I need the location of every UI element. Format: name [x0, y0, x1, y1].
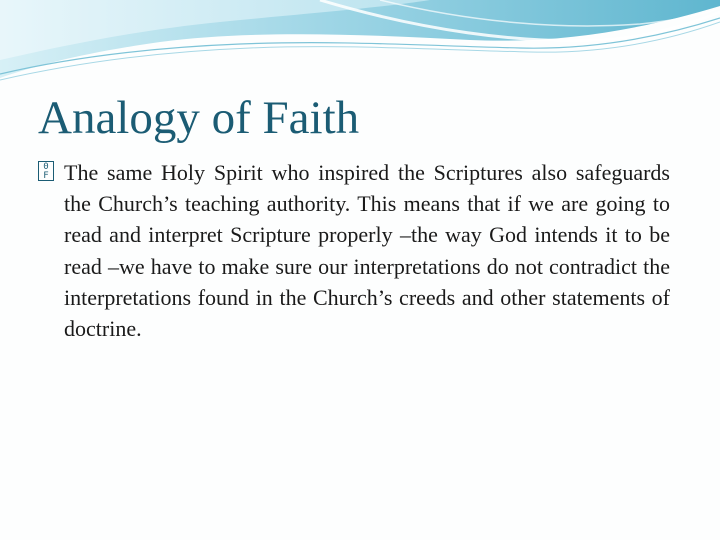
bullet-item	[38, 157, 670, 344]
missing-glyph-icon: 0 F	[38, 161, 54, 181]
slide-title: Analogy of Faith	[38, 92, 360, 144]
bullet-text: The same Holy Spirit who inspired the Scriptures also safeguards the Church’s teaching authority. This means that if we are going to read and interpret Scripture properly –the way God intends it to be read –we have to make sure our interpretations do not contradict the interpretations found in the Church’s creeds and other statements of doctrine.	[64, 160, 670, 342]
header-wave-decoration	[0, 0, 720, 90]
